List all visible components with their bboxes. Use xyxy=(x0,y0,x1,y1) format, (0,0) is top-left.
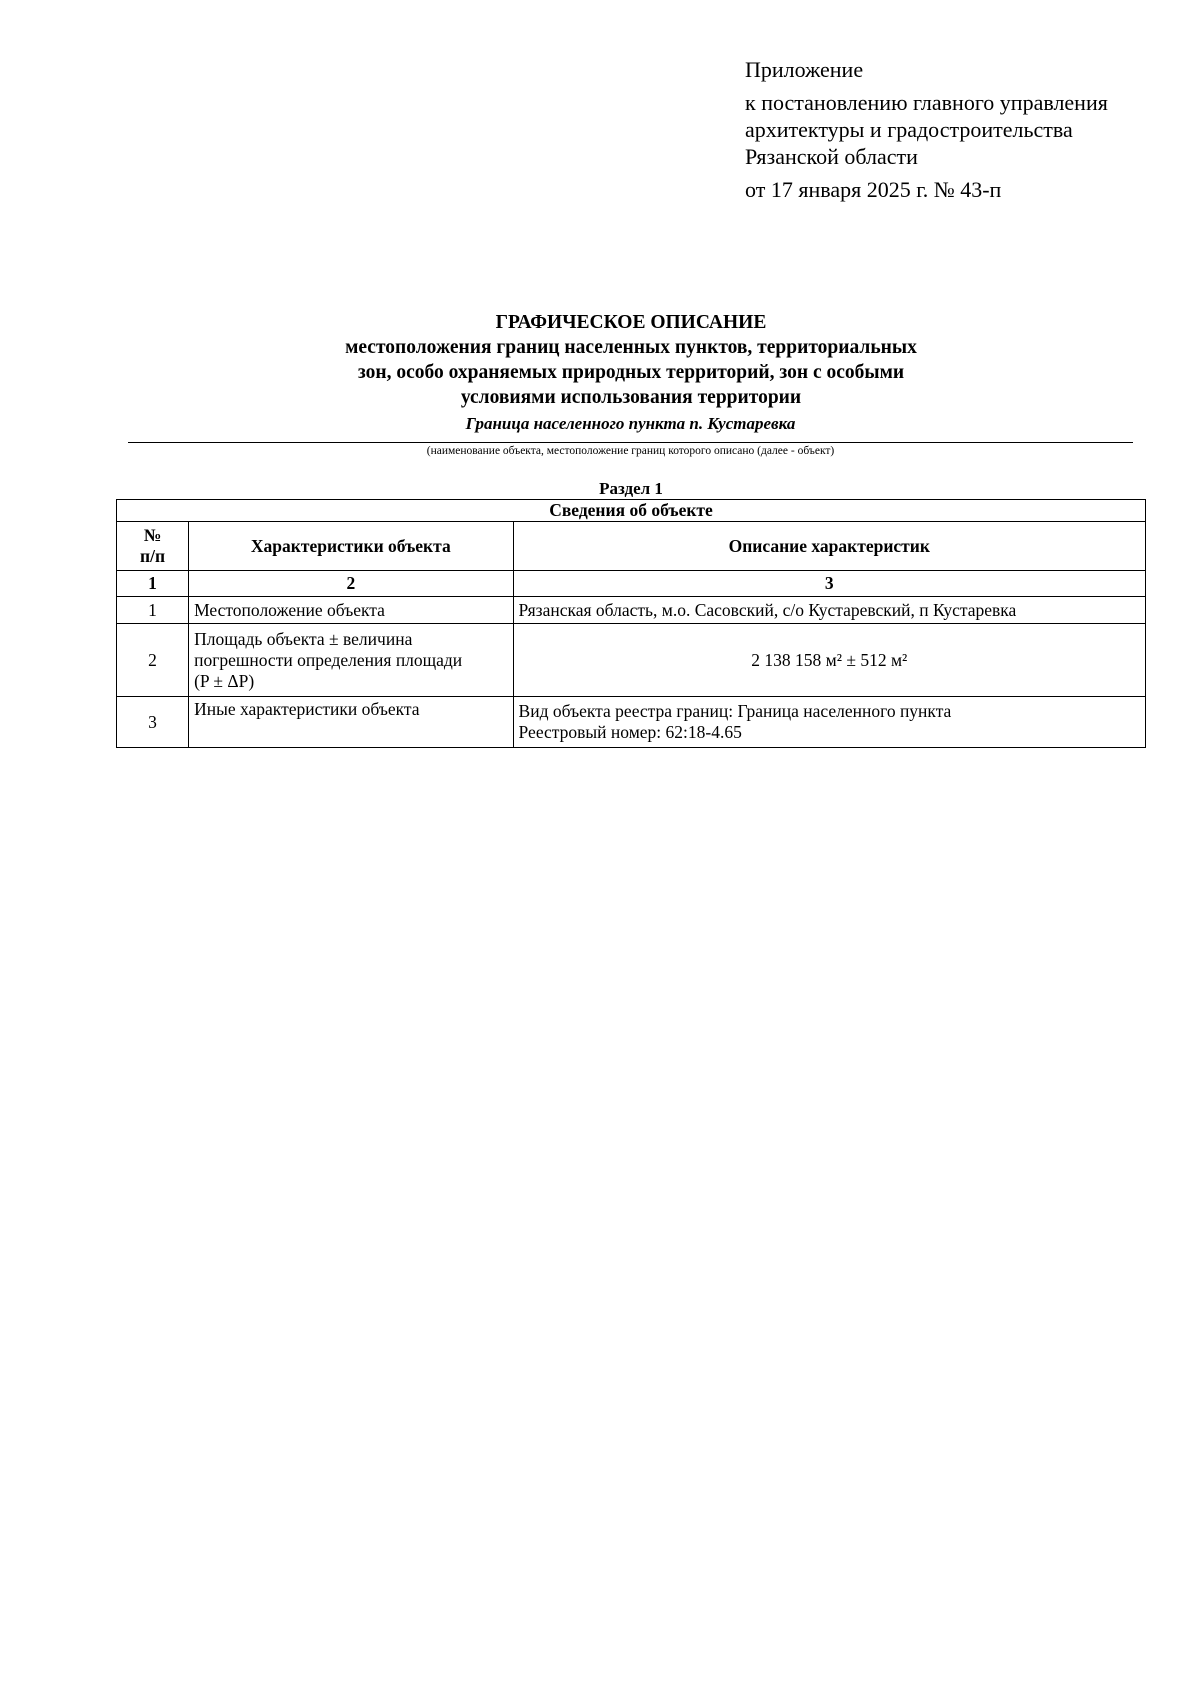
document-title-sub: зон, особо охраняемых природных территорий, зон с особыми xyxy=(357,362,905,383)
appendix-ref-line: к постановлению главного управления xyxy=(745,90,1108,115)
appendix-date-number: от 17 января 2025 г. № 43-п xyxy=(745,177,1002,202)
section-title: Раздел 1 xyxy=(599,479,663,498)
header-description: Описание характеристик xyxy=(513,522,1145,571)
row-description-line: Вид объекта реестра границ: Граница населенного пункта xyxy=(518,701,952,721)
row-description xyxy=(513,697,1145,748)
appendix-ref-line: архитектуры и градостроительства xyxy=(745,117,1073,142)
column-numbers-row xyxy=(117,571,1146,597)
table-caption: Сведения об объекте xyxy=(117,500,1146,522)
header-num xyxy=(117,522,189,571)
row-description: Рязанская область, м.о. Сасовский, с/о Кустаревский, п Кустаревка xyxy=(513,597,1145,624)
row-characteristic-line: (P ± ΔP) xyxy=(194,670,255,691)
row-num: 2 xyxy=(117,624,189,697)
appendix-title: Приложение xyxy=(745,57,864,82)
header-characteristics: Характеристики объекта xyxy=(189,522,513,571)
object-name-underline xyxy=(128,442,1133,443)
table-caption-row xyxy=(117,500,1146,522)
row-description-line: Реестровый номер: 62:18-4.65 xyxy=(518,722,742,742)
table-row xyxy=(117,624,1146,697)
table-row xyxy=(117,697,1146,748)
document-title-sub: местоположения границ населенных пунктов, территориальных xyxy=(345,337,917,358)
column-number: 3 xyxy=(513,571,1145,597)
appendix-ref-line: Рязанской области xyxy=(745,144,918,169)
object-name: Граница населенного пункта п. Кустаревка xyxy=(465,414,796,433)
object-name-caption: (наименование объекта, местоположение границ которого описано (далее - объект) xyxy=(426,445,835,457)
header-num-label: п/п xyxy=(140,546,166,566)
object-info-table xyxy=(116,499,1146,748)
row-characteristic xyxy=(189,624,513,697)
document-title-sub: условиями использования территории xyxy=(460,387,802,408)
header-num-symbol: № xyxy=(143,525,162,545)
column-number: 1 xyxy=(117,571,189,597)
appendix-header xyxy=(745,56,1108,203)
document-title xyxy=(0,310,1200,410)
column-number: 2 xyxy=(189,571,513,597)
row-description: 2 138 158 м² ± 512 м² xyxy=(513,624,1145,697)
row-characteristic-line: Площадь объекта ± величина xyxy=(194,628,413,649)
row-num: 3 xyxy=(117,697,189,748)
table-header-row xyxy=(117,522,1146,571)
table-row xyxy=(117,597,1146,624)
row-characteristic: Местоположение объекта xyxy=(189,597,513,624)
document-title-main: ГРАФИЧЕСКОЕ ОПИСАНИЕ xyxy=(495,312,767,333)
row-characteristic: Иные характеристики объекта xyxy=(189,697,513,748)
row-characteristic-line: погрешности определения площади xyxy=(194,649,463,670)
row-num: 1 xyxy=(117,597,189,624)
